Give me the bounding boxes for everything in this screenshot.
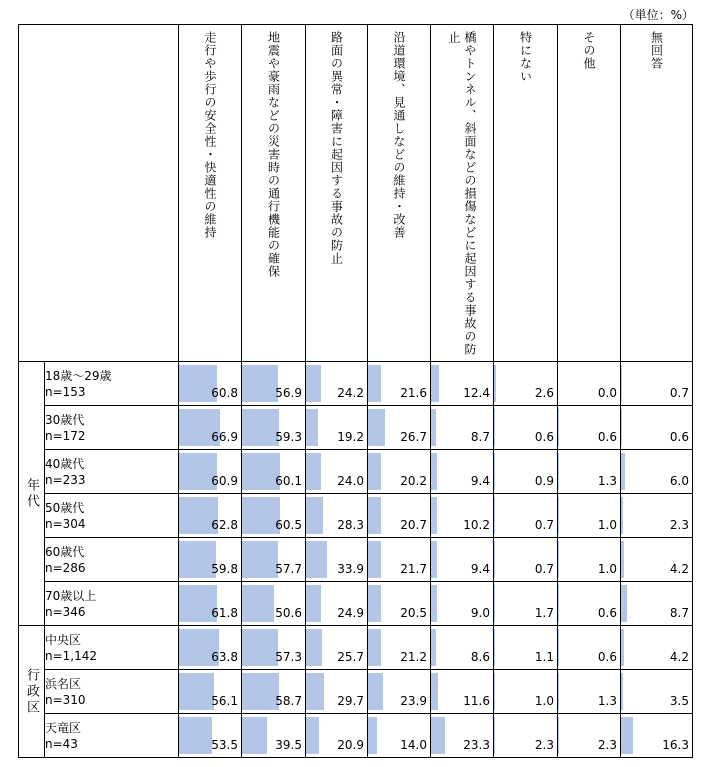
- value-cell: [431, 538, 494, 582]
- data-bar: [494, 365, 496, 402]
- value-cell: [306, 494, 368, 538]
- table-row: [19, 406, 693, 450]
- column-header: [242, 25, 306, 362]
- row-label-cell: [45, 494, 179, 538]
- data-bar: [179, 673, 214, 710]
- data-label: 61.8: [211, 606, 238, 620]
- data-label: 11.6: [463, 694, 490, 708]
- row-sample-size: n=304: [45, 516, 86, 531]
- value-cell: [494, 406, 558, 450]
- column-header-label: 走行や歩行の安全性・快適性の維持: [203, 31, 217, 239]
- data-label: 10.2: [463, 518, 490, 532]
- data-label: 24.2: [337, 386, 364, 400]
- column-header: [494, 25, 558, 362]
- data-label: 1.7: [534, 606, 554, 620]
- value-cell: [431, 494, 494, 538]
- value-cell: [306, 582, 368, 626]
- table-row: [19, 714, 693, 758]
- data-label: 0.9: [534, 474, 554, 488]
- value-cell: [494, 362, 558, 406]
- data-bar: [558, 717, 559, 754]
- value-cell: [368, 538, 431, 582]
- data-label: 2.3: [597, 738, 617, 752]
- data-bar: [368, 541, 381, 578]
- value-cell: [621, 406, 693, 450]
- data-bar: [558, 541, 559, 578]
- data-label: 62.8: [211, 518, 238, 532]
- row-sample-size: n=153: [45, 384, 86, 399]
- value-cell: [494, 626, 558, 670]
- value-cell: [368, 450, 431, 494]
- data-bar: [242, 409, 279, 446]
- header-row: [19, 25, 693, 362]
- row-label-cell: [45, 406, 179, 450]
- value-cell: [306, 362, 368, 406]
- header-corner: [19, 25, 179, 362]
- data-label: 60.9: [211, 474, 238, 488]
- data-label: 60.5: [275, 518, 302, 532]
- column-header-label: その他: [582, 31, 596, 70]
- data-bar: [368, 673, 383, 710]
- data-bar: [368, 717, 377, 754]
- value-cell: [368, 670, 431, 714]
- data-label: 4.2: [669, 650, 689, 664]
- column-header-label: 橋やトンネル、斜面などの損傷などに起因する事故の防止: [447, 31, 477, 356]
- data-bar: [558, 453, 559, 490]
- value-cell: [558, 494, 621, 538]
- value-cell: [621, 450, 693, 494]
- data-label: 20.7: [400, 518, 427, 532]
- data-bar: [621, 673, 623, 710]
- data-bar: [306, 585, 321, 622]
- data-bar: [242, 365, 278, 402]
- value-cell: [431, 406, 494, 450]
- data-bar: [431, 365, 439, 402]
- data-bar: [431, 541, 437, 578]
- row-label: 60歳代: [45, 544, 85, 559]
- column-header: [621, 25, 693, 362]
- data-label: 0.6: [597, 606, 617, 620]
- row-sample-size: n=233: [45, 472, 86, 487]
- value-cell: [242, 670, 306, 714]
- data-label: 1.0: [597, 518, 617, 532]
- value-cell: [306, 626, 368, 670]
- data-label: 23.9: [400, 694, 427, 708]
- data-bar: [431, 585, 437, 622]
- row-sample-size: n=286: [45, 560, 86, 575]
- value-cell: [621, 626, 693, 670]
- data-label: 12.4: [463, 386, 490, 400]
- value-cell: [494, 670, 558, 714]
- group-label-cell: [19, 626, 45, 758]
- data-bar: [306, 453, 321, 490]
- data-label: 21.7: [400, 562, 427, 576]
- row-sample-size: n=346: [45, 604, 86, 619]
- value-cell: [494, 494, 558, 538]
- value-cell: [494, 450, 558, 494]
- data-bar: [242, 717, 267, 754]
- data-label: 25.7: [337, 650, 364, 664]
- value-cell: [179, 494, 242, 538]
- value-cell: [242, 538, 306, 582]
- data-label: 2.6: [534, 386, 554, 400]
- data-bar: [306, 497, 323, 534]
- data-bar: [368, 453, 381, 490]
- data-bar: [494, 629, 495, 666]
- value-cell: [431, 626, 494, 670]
- data-bar: [431, 409, 436, 446]
- data-bar: [368, 409, 385, 446]
- table-row: [19, 362, 693, 406]
- row-label: 中央区: [45, 632, 82, 647]
- value-cell: [242, 626, 306, 670]
- data-label: 16.3: [662, 738, 689, 752]
- data-label: 1.3: [597, 474, 617, 488]
- table-row: [19, 582, 693, 626]
- value-cell: [621, 538, 693, 582]
- value-cell: [558, 406, 621, 450]
- data-bar: [242, 585, 274, 622]
- value-cell: [368, 406, 431, 450]
- data-bar: [368, 497, 381, 534]
- column-header-label: 路面の異常・障害に起因する事故の防止: [329, 31, 344, 265]
- data-label: 29.7: [337, 694, 364, 708]
- data-label: 24.0: [337, 474, 364, 488]
- value-cell: [431, 714, 494, 758]
- table-row: [19, 670, 693, 714]
- data-label: 20.2: [400, 474, 427, 488]
- data-bar: [306, 409, 318, 446]
- value-cell: [558, 362, 621, 406]
- data-label: 1.0: [597, 562, 617, 576]
- data-label: 60.8: [211, 386, 238, 400]
- data-bar: [558, 673, 559, 710]
- data-bar: [431, 629, 436, 666]
- data-label: 26.7: [400, 430, 427, 444]
- data-bar: [431, 673, 438, 710]
- column-header: [368, 25, 431, 362]
- data-bar: [368, 585, 381, 622]
- value-cell: [179, 670, 242, 714]
- data-bar: [368, 629, 381, 666]
- data-label: 33.9: [337, 562, 364, 576]
- value-cell: [431, 582, 494, 626]
- data-label: 8.7: [470, 430, 490, 444]
- value-cell: [368, 362, 431, 406]
- column-header: [306, 25, 368, 362]
- table-row: [19, 538, 693, 582]
- data-bar: [621, 453, 625, 490]
- data-label: 63.8: [211, 650, 238, 664]
- data-label: 14.0: [400, 738, 427, 752]
- data-label: 39.5: [275, 738, 302, 752]
- data-label: 1.0: [534, 694, 554, 708]
- data-label: 0.6: [597, 430, 617, 444]
- data-label: 8.6: [470, 650, 490, 664]
- data-label: 1.1: [534, 650, 554, 664]
- data-bar: [494, 717, 495, 754]
- data-bar: [306, 717, 319, 754]
- data-bar: [431, 717, 445, 754]
- value-cell: [306, 670, 368, 714]
- data-label: 50.6: [275, 606, 302, 620]
- data-label: 24.9: [337, 606, 364, 620]
- table-row: [19, 626, 693, 670]
- data-label: 66.9: [211, 430, 238, 444]
- data-label: 0.0: [597, 386, 617, 400]
- value-cell: [306, 538, 368, 582]
- data-label: 9.0: [470, 606, 490, 620]
- row-label-cell: [45, 670, 179, 714]
- value-cell: [558, 582, 621, 626]
- value-cell: [179, 538, 242, 582]
- value-cell: [494, 582, 558, 626]
- value-cell: [306, 406, 368, 450]
- data-bar: [306, 629, 322, 666]
- value-cell: [621, 670, 693, 714]
- group-label: 行政区: [24, 667, 39, 716]
- unit-label: （単位：%）: [622, 8, 694, 22]
- data-bar: [431, 497, 437, 534]
- value-cell: [431, 362, 494, 406]
- value-cell: [621, 714, 693, 758]
- data-label: 19.2: [337, 430, 364, 444]
- data-bar: [621, 497, 623, 534]
- data-label: 2.3: [669, 518, 689, 532]
- data-bar: [621, 717, 633, 754]
- column-header-label: 無回答: [649, 31, 664, 70]
- column-header: [431, 25, 494, 362]
- value-cell: [242, 582, 306, 626]
- data-label: 53.5: [211, 738, 238, 752]
- row-label-cell: [45, 582, 179, 626]
- value-cell: [242, 362, 306, 406]
- value-cell: [306, 450, 368, 494]
- value-cell: [242, 450, 306, 494]
- value-cell: [179, 362, 242, 406]
- row-label: 50歳代: [45, 500, 85, 515]
- value-cell: [558, 626, 621, 670]
- data-label: 28.3: [337, 518, 364, 532]
- row-label-cell: [45, 362, 179, 406]
- data-bar: [242, 541, 278, 578]
- data-bar: [621, 585, 627, 622]
- data-label: 20.5: [400, 606, 427, 620]
- data-bar: [306, 541, 327, 578]
- data-label: 9.4: [470, 562, 490, 576]
- row-label: 40歳代: [45, 456, 85, 471]
- data-bar: [368, 365, 381, 402]
- value-cell: [242, 406, 306, 450]
- data-bar: [558, 497, 559, 534]
- value-cell: [431, 450, 494, 494]
- data-label: 56.9: [275, 386, 302, 400]
- data-label: 0.7: [534, 518, 554, 532]
- row-label: 70歳以上: [45, 588, 97, 603]
- value-cell: [179, 714, 242, 758]
- data-bar: [306, 365, 321, 402]
- row-label-cell: [45, 714, 179, 758]
- column-header-label: 地震や豪雨などの災害時の通行機能の確保: [266, 31, 281, 278]
- data-bar: [621, 629, 624, 666]
- data-label: 60.1: [275, 474, 302, 488]
- data-label: 0.6: [597, 650, 617, 664]
- value-cell: [558, 538, 621, 582]
- data-label: 9.4: [470, 474, 490, 488]
- column-header-label: 沿道環境、見通しなどの維持・改善: [392, 31, 406, 239]
- data-label: 8.7: [669, 606, 689, 620]
- data-bar: [494, 585, 495, 622]
- data-label: 59.8: [211, 562, 238, 576]
- row-label: 18歳～29歳: [45, 368, 112, 383]
- value-cell: [558, 670, 621, 714]
- data-bar: [306, 673, 324, 710]
- value-cell: [558, 450, 621, 494]
- value-cell: [621, 362, 693, 406]
- data-bar: [242, 629, 278, 666]
- data-label: 23.3: [463, 738, 490, 752]
- value-cell: [558, 714, 621, 758]
- cross-tab-table: [18, 24, 693, 758]
- row-sample-size: n=310: [45, 692, 86, 707]
- row-label-cell: [45, 538, 179, 582]
- value-cell: [179, 626, 242, 670]
- column-header: [179, 25, 242, 362]
- data-label: 57.7: [275, 562, 302, 576]
- data-bar: [431, 453, 437, 490]
- data-label: 2.3: [534, 738, 554, 752]
- data-label: 58.7: [275, 694, 302, 708]
- data-label: 20.9: [337, 738, 364, 752]
- data-label: 0.6: [669, 430, 689, 444]
- data-label: 1.3: [597, 694, 617, 708]
- data-label: 59.3: [275, 430, 302, 444]
- value-cell: [431, 670, 494, 714]
- value-cell: [179, 450, 242, 494]
- value-cell: [494, 714, 558, 758]
- data-label: 21.6: [400, 386, 427, 400]
- data-label: 57.3: [275, 650, 302, 664]
- column-header: [558, 25, 621, 362]
- data-label: 21.2: [400, 650, 427, 664]
- group-label-cell: [19, 362, 45, 626]
- row-label: 天竜区: [45, 720, 82, 735]
- value-cell: [368, 582, 431, 626]
- data-label: 0.7: [534, 562, 554, 576]
- value-cell: [179, 406, 242, 450]
- value-cell: [242, 494, 306, 538]
- value-cell: [368, 714, 431, 758]
- data-bar: [242, 673, 279, 710]
- row-label-cell: [45, 450, 179, 494]
- value-cell: [242, 714, 306, 758]
- value-cell: [621, 582, 693, 626]
- data-label: 3.5: [669, 694, 689, 708]
- table-row: [19, 450, 693, 494]
- row-label: 30歳代: [45, 412, 85, 427]
- value-cell: [306, 714, 368, 758]
- group-label: 年代: [24, 477, 39, 510]
- table-body: [19, 362, 693, 758]
- data-bar: [621, 541, 624, 578]
- row-label: 浜名区: [45, 676, 82, 691]
- value-cell: [368, 626, 431, 670]
- value-cell: [494, 538, 558, 582]
- data-bar: [494, 453, 495, 490]
- value-cell: [368, 494, 431, 538]
- row-sample-size: n=1,142: [45, 648, 98, 663]
- data-label: 6.0: [669, 474, 689, 488]
- data-label: 0.6: [534, 430, 554, 444]
- row-sample-size: n=43: [45, 736, 78, 751]
- data-bar: [494, 673, 495, 710]
- row-label-cell: [45, 626, 179, 670]
- data-label: 56.1: [211, 694, 238, 708]
- data-label: 4.2: [669, 562, 689, 576]
- value-cell: [179, 582, 242, 626]
- value-cell: [621, 494, 693, 538]
- data-bar: [242, 453, 280, 490]
- data-label: 0.7: [669, 386, 689, 400]
- data-bar: [179, 717, 212, 754]
- table-row: [19, 494, 693, 538]
- row-sample-size: n=172: [45, 428, 86, 443]
- column-header-label: 特にない: [518, 31, 533, 83]
